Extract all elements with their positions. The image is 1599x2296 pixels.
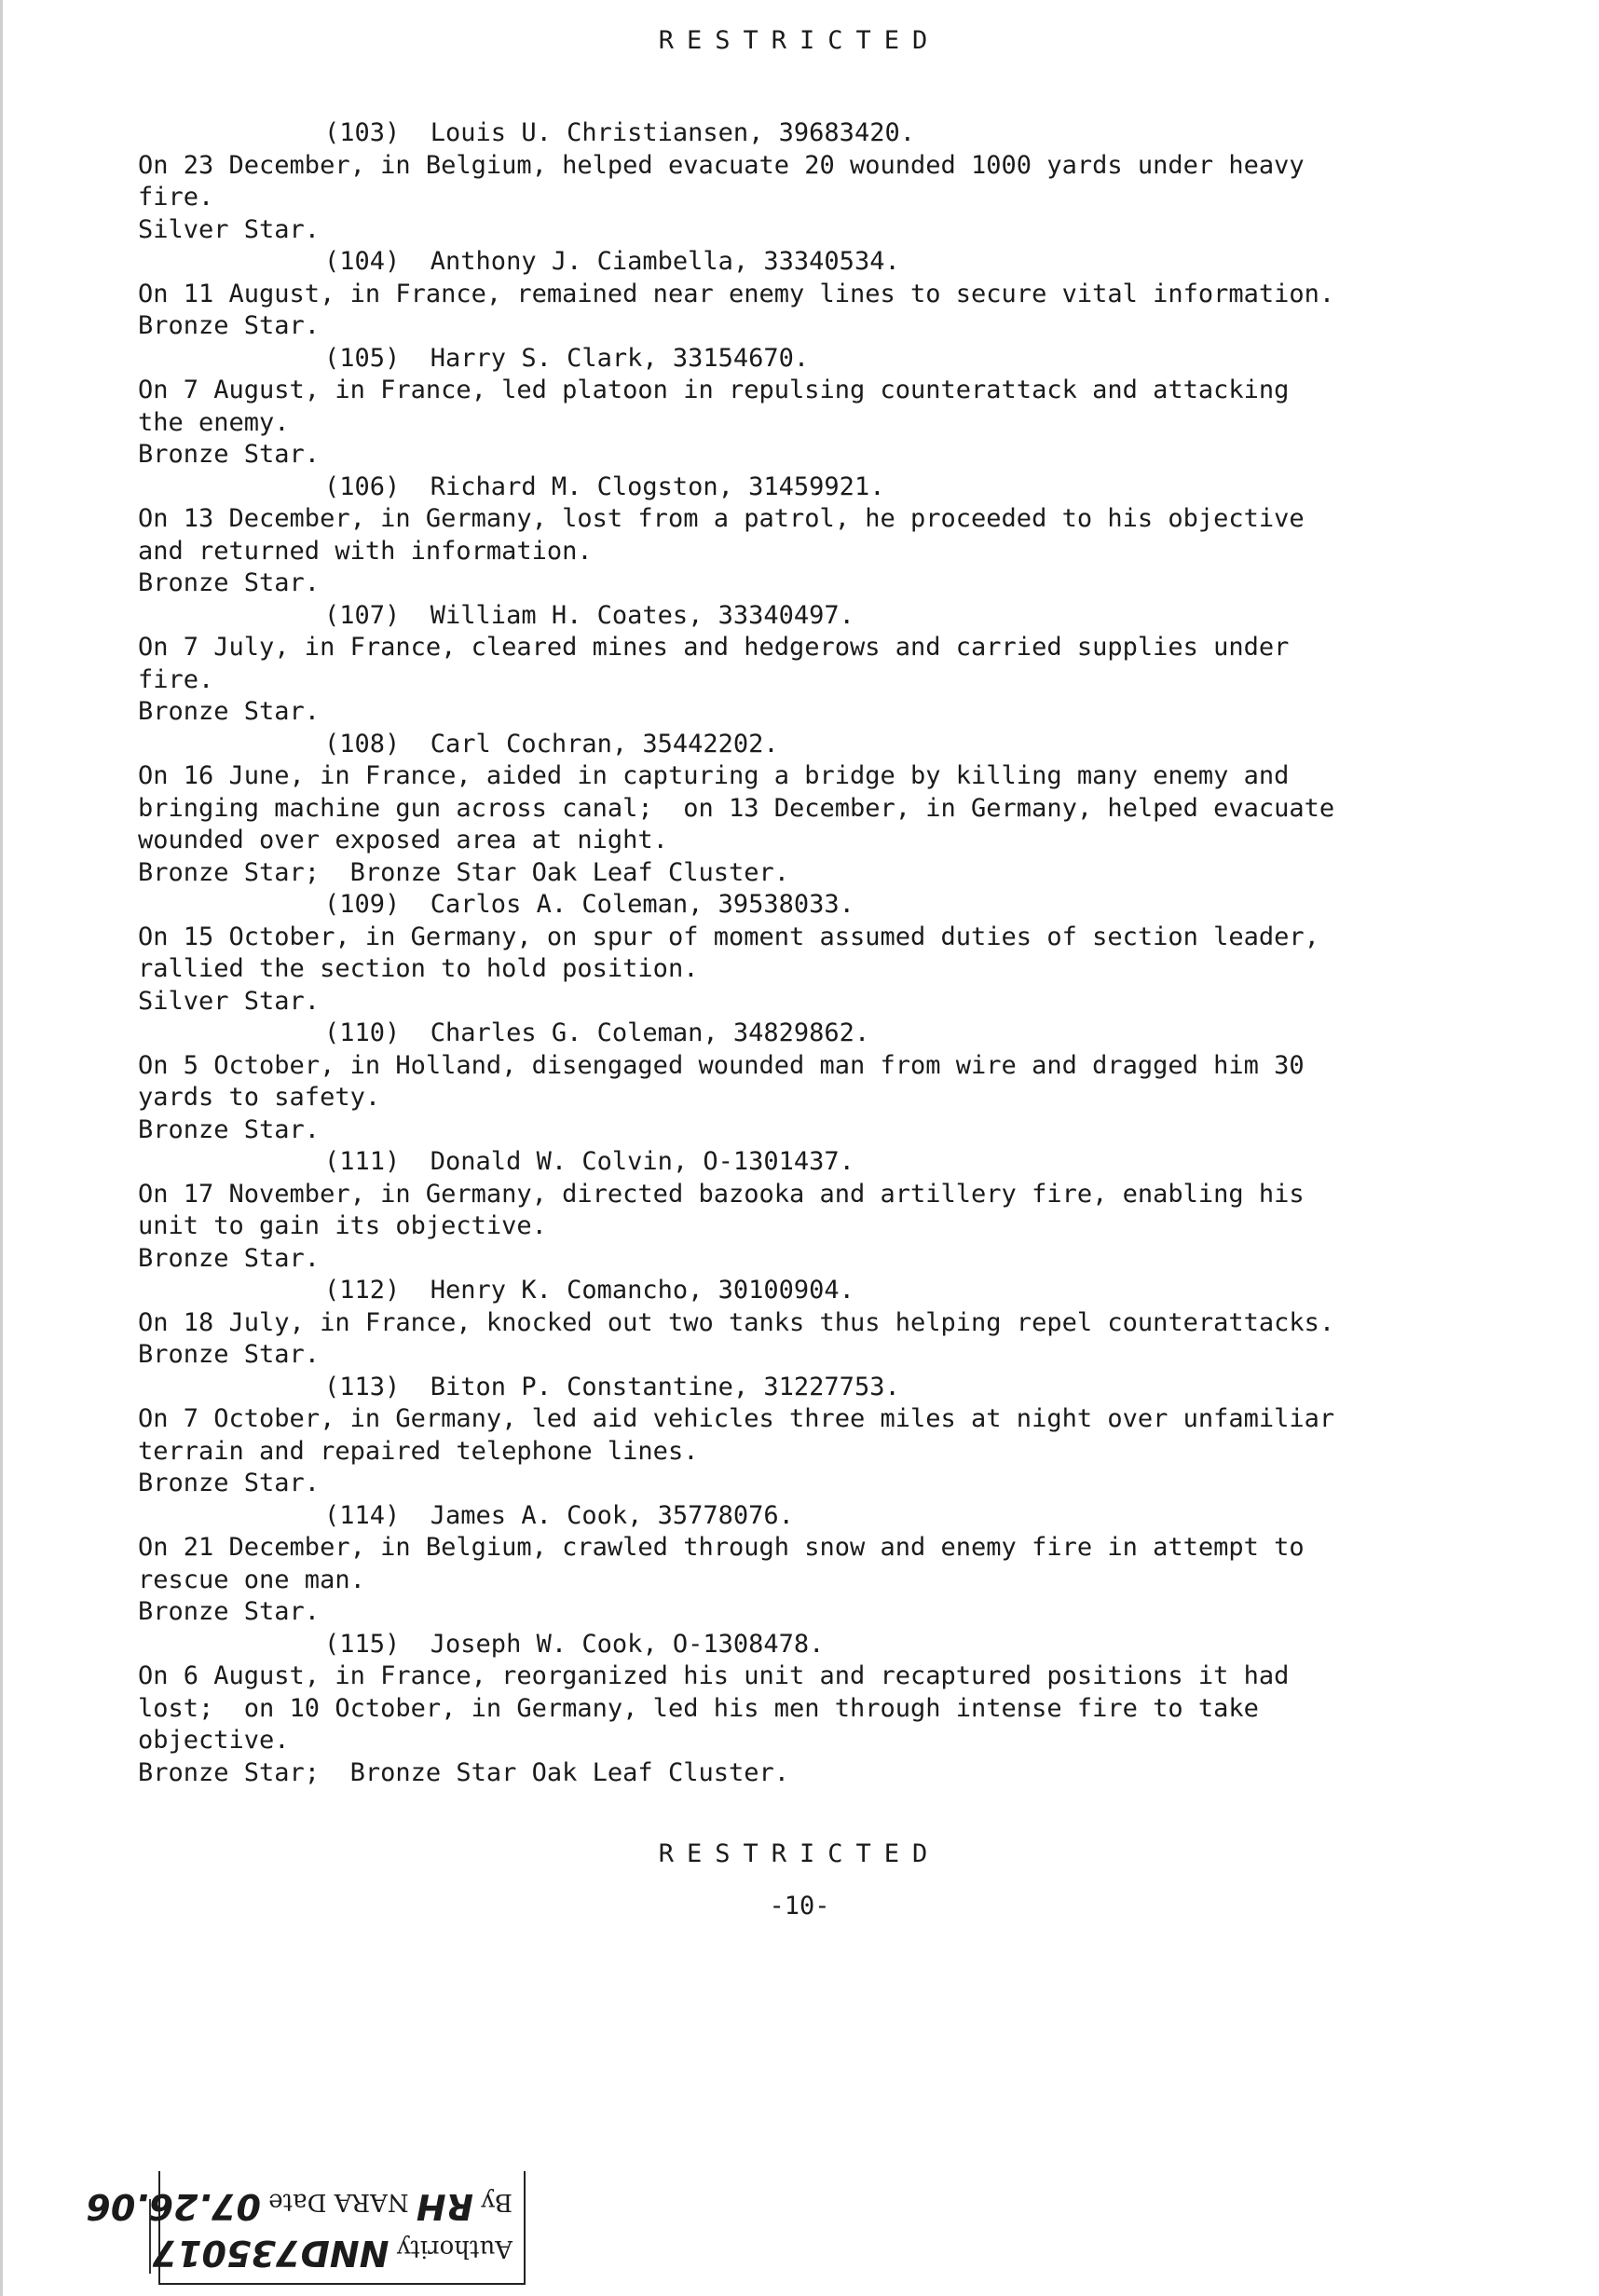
entry-citation: On 11 August, in France, remained near enemy lines to secure vital information.	[138, 279, 1335, 308]
entry-citation: On 7 October, in Germany, led aid vehicles three miles at night over unfamiliar terrain and repaired telephone lines.	[138, 1404, 1335, 1466]
entry-citation: On 15 October, in Germany, on spur of moment assumed duties of section leader, rallied the section to hold position.	[138, 922, 1319, 983]
award-entry	[138, 343, 1377, 472]
entry-heading: (103) Louis U. Christiansen, 39683420.	[324, 118, 915, 147]
entry-award: Bronze Star.	[138, 440, 321, 469]
entry-citation: On 23 December, in Belgium, helped evacuate 20 wounded 1000 yards under heavy fire.	[138, 150, 1305, 212]
entry-heading: (110) Charles G. Coleman, 34829862.	[324, 1018, 870, 1047]
entry-heading: (113) Biton P. Constantine, 31227753.	[324, 1372, 900, 1401]
declassification-stamp	[86, 2171, 526, 2285]
entry-citation: On 5 October, in Holland, disengaged wounded man from wire and dragged him 30 yards to safety.	[138, 1050, 1305, 1112]
entry-heading: (105) Harry S. Clark, 33154670.	[324, 343, 810, 373]
page-number: -10-	[769, 1892, 830, 1920]
stamp-authority-number: NND735017	[152, 2233, 390, 2274]
award-entry	[138, 1372, 1377, 1500]
award-entry	[138, 889, 1377, 1018]
award-entry	[138, 1275, 1377, 1372]
entry-award: Bronze Star.	[138, 1597, 321, 1626]
entry-award: Silver Star.	[138, 214, 321, 244]
award-entry	[138, 472, 1377, 600]
entry-award: Bronze Star; Bronze Star Oak Leaf Cluster.	[138, 1757, 789, 1787]
award-entries	[138, 117, 1377, 1789]
entry-heading: (109) Carlos A. Coleman, 39538033.	[324, 890, 854, 919]
award-entry	[138, 117, 1377, 246]
award-entry	[138, 1018, 1377, 1146]
stamp-date-line	[86, 2186, 512, 2227]
entry-heading: (104) Anthony J. Ciambella, 33340534.	[324, 247, 900, 276]
entry-award: Bronze Star.	[138, 1469, 321, 1497]
entry-heading: (107) William H. Coates, 33340497.	[324, 600, 854, 630]
stamp-by-initials: RH	[416, 2186, 473, 2227]
entry-heading: (108) Carl Cochran, 35442202.	[324, 729, 779, 758]
stamp-date: 07.26.06	[86, 2186, 261, 2227]
award-entry	[138, 1629, 1377, 1790]
entry-citation: On 18 July, in France, knocked out two tanks thus helping repel counterattacks.	[138, 1307, 1335, 1337]
entry-citation: On 7 July, in France, cleared mines and hedgerows and carried supplies under fire.	[138, 633, 1290, 694]
entry-heading: (111) Donald W. Colvin, O-1301437.	[324, 1147, 854, 1176]
entry-heading: (112) Henry K. Comancho, 30100904.	[324, 1276, 854, 1305]
restricted-footer: RESTRICTED	[658, 1839, 941, 1868]
restricted-header: RESTRICTED	[658, 26, 941, 55]
entry-citation: On 16 June, in France, aided in capturing a bridge by killing many enemy and bringing machine gun across canal; on 13 December, in Germany, helped evacuate wounded over exposed area at night.	[138, 761, 1335, 854]
entry-award: Bronze Star.	[138, 1340, 321, 1369]
entry-citation: On 17 November, in Germany, directed bazooka and artillery fire, enabling his unit to gain its objective.	[138, 1179, 1305, 1240]
award-entry	[138, 1500, 1377, 1629]
entry-heading: (114) James A. Cook, 35778076.	[324, 1500, 794, 1530]
entry-award: Bronze Star.	[138, 1243, 321, 1273]
award-entry	[138, 246, 1377, 343]
stamp-nara-label: NARA Date	[268, 2188, 409, 2216]
stamp-authority-line	[153, 2233, 512, 2274]
entry-heading: (115) Joseph W. Cook, O-1308478.	[324, 1629, 825, 1659]
entry-award: Bronze Star.	[138, 568, 321, 597]
entry-award: Silver Star.	[138, 986, 321, 1016]
entry-citation: On 7 August, in France, led platoon in repulsing counterattack and attacking the enemy.	[138, 376, 1290, 437]
entry-award: Bronze Star; Bronze Star Oak Leaf Cluster.	[138, 857, 789, 887]
entry-award: Bronze Star.	[138, 311, 321, 340]
award-entry	[138, 1146, 1377, 1275]
entry-award: Bronze Star.	[138, 697, 321, 726]
entry-award: Bronze Star.	[138, 1114, 321, 1144]
stamp-authority-label: Authority	[396, 2234, 512, 2262]
award-entry	[138, 600, 1377, 729]
entry-heading: (106) Richard M. Clogston, 31459921.	[324, 472, 885, 501]
entry-citation: On 21 December, in Belgium, crawled through snow and enemy fire in attempt to rescue one man.	[138, 1533, 1305, 1594]
entry-citation: On 6 August, in France, reorganized his unit and recaptured positions it had lost; on 10 October, in Germany, led his men through intense fire to take objective.	[138, 1661, 1290, 1755]
entry-citation: On 13 December, in Germany, lost from a patrol, he proceeded to his objective and returned with information.	[138, 504, 1305, 566]
stamp-by-label: By	[481, 2188, 512, 2216]
award-entry	[138, 729, 1377, 890]
